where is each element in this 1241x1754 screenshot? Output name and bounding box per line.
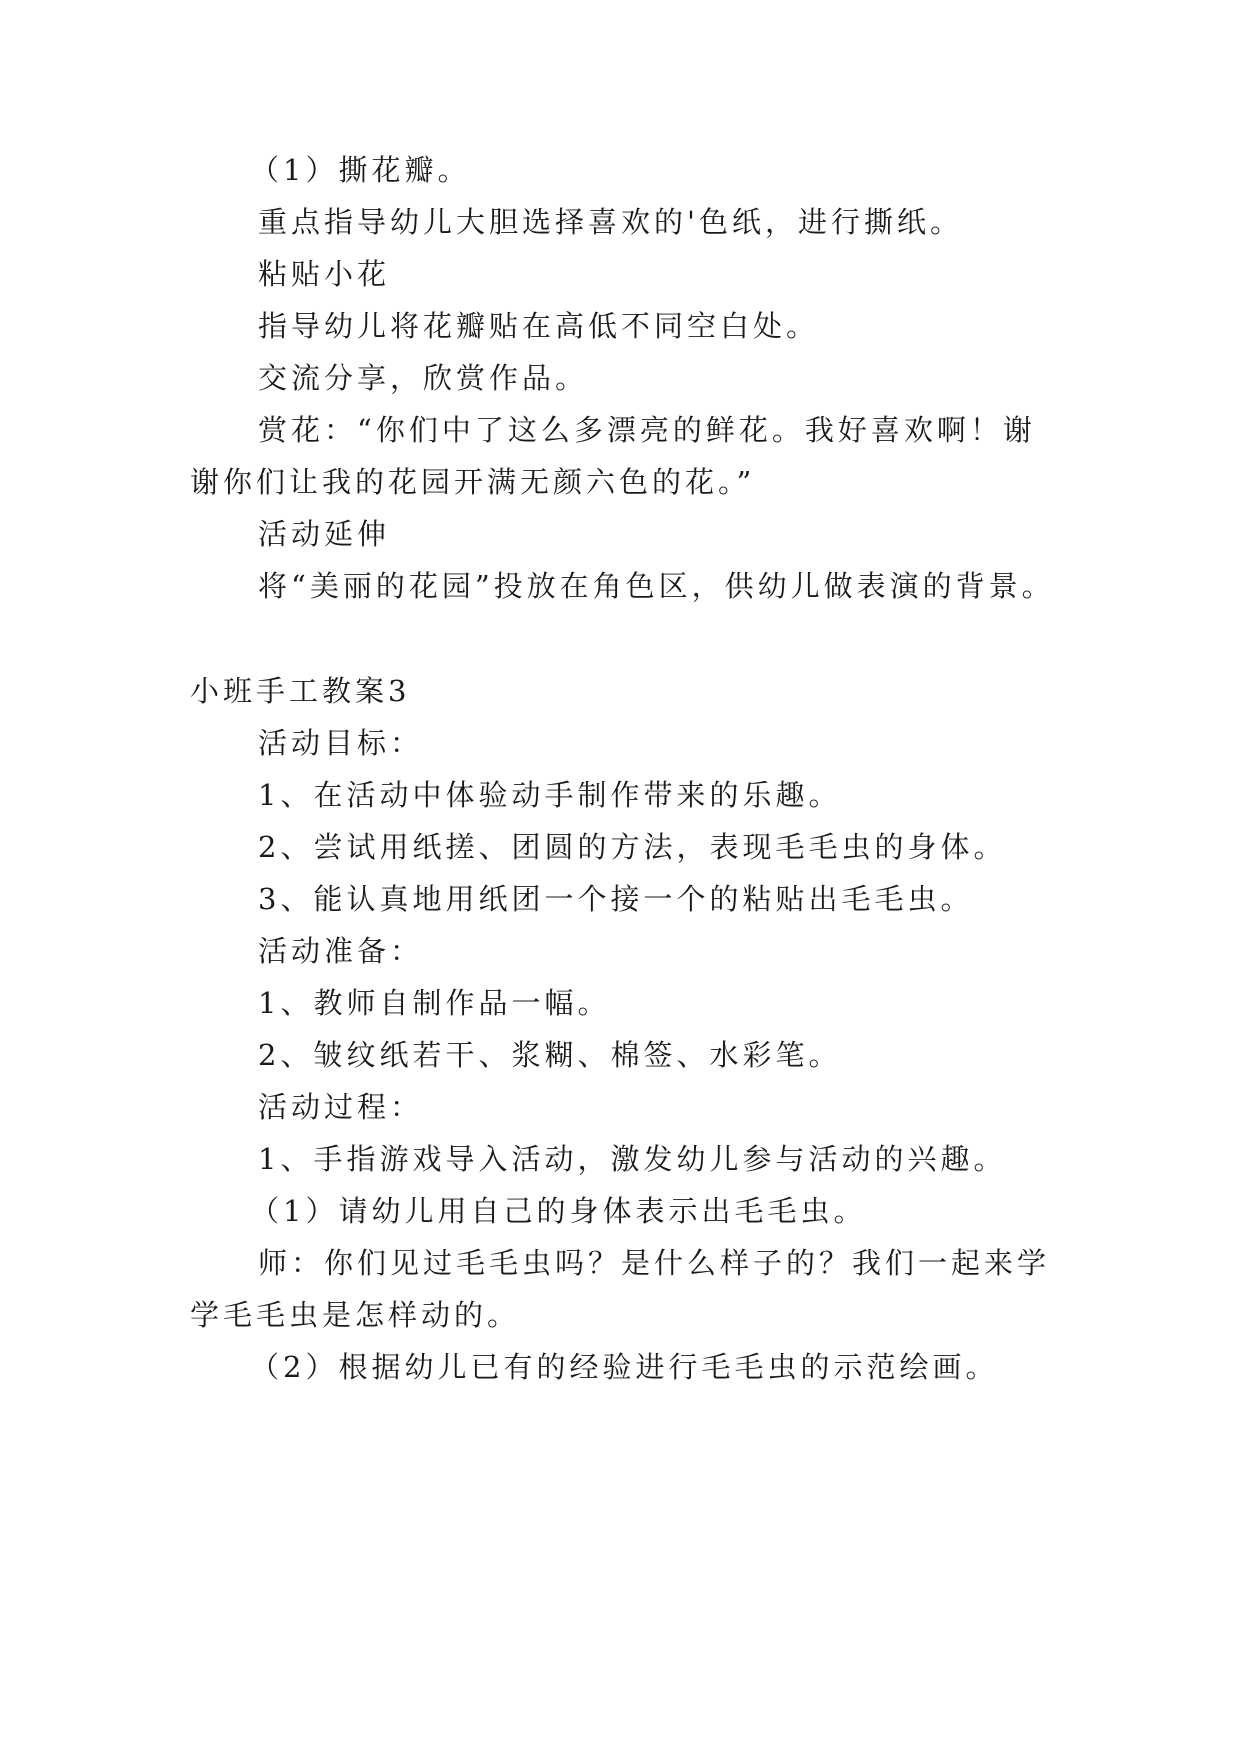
teacher-question-line1: 师：你们见过毛毛虫吗？是什么样子的？我们一起来学 xyxy=(258,1246,1051,1280)
paragraph-guide-pasting: 指导幼儿将花瓣贴在高低不同空白处。 xyxy=(258,309,820,343)
goal-1: 1、在活动中体验动手制作带来的乐趣。 xyxy=(258,778,842,812)
paragraph-appreciate-line2: 谢你们让我的花园开满无颜六色的花。” xyxy=(190,465,756,499)
prep-heading: 活动准备： xyxy=(258,934,424,968)
process-1: 1、手指游戏导入活动，激发幼儿参与活动的兴趣。 xyxy=(258,1142,1007,1176)
paragraph-extension: 将“美丽的花园”投放在角色区，供幼儿做表演的背景。 xyxy=(258,569,1055,603)
goal-2: 2、尝试用纸搓、团圆的方法，表现毛毛虫的身体。 xyxy=(258,830,1007,864)
prep-2: 2、皱纹纸若干、浆糊、棉签、水彩笔。 xyxy=(258,1038,842,1072)
prep-1: 1、教师自制作品一幅。 xyxy=(258,986,611,1020)
paragraph-paste-flower-heading: 粘贴小花 xyxy=(258,257,391,291)
section-title: 小班手工教案3 xyxy=(190,674,411,708)
process-1-sub-2: （2）根据幼儿已有的经验进行毛毛虫的示范绘画。 xyxy=(250,1350,999,1384)
paragraph-guide-tearing: 重点指导幼儿大胆选择喜欢的'色纸，进行撕纸。 xyxy=(258,205,963,239)
goal-3: 3、能认真地用纸团一个接一个的粘贴出毛毛虫。 xyxy=(258,882,974,916)
step-tear-petals: （1）撕花瓣。 xyxy=(250,153,471,187)
process-1-sub-1: （1）请幼儿用自己的身体表示出毛毛虫。 xyxy=(250,1194,867,1228)
paragraph-appreciate-line1: 赏花：“你们中了这么多漂亮的鲜花。我好喜欢啊！谢 xyxy=(258,413,1036,447)
teacher-question-line2: 学毛毛虫是怎样动的。 xyxy=(190,1298,521,1332)
process-heading: 活动过程： xyxy=(258,1090,424,1124)
paragraph-share: 交流分享，欣赏作品。 xyxy=(258,361,589,395)
paragraph-extension-heading: 活动延伸 xyxy=(258,517,391,551)
goals-heading: 活动目标： xyxy=(258,726,424,760)
